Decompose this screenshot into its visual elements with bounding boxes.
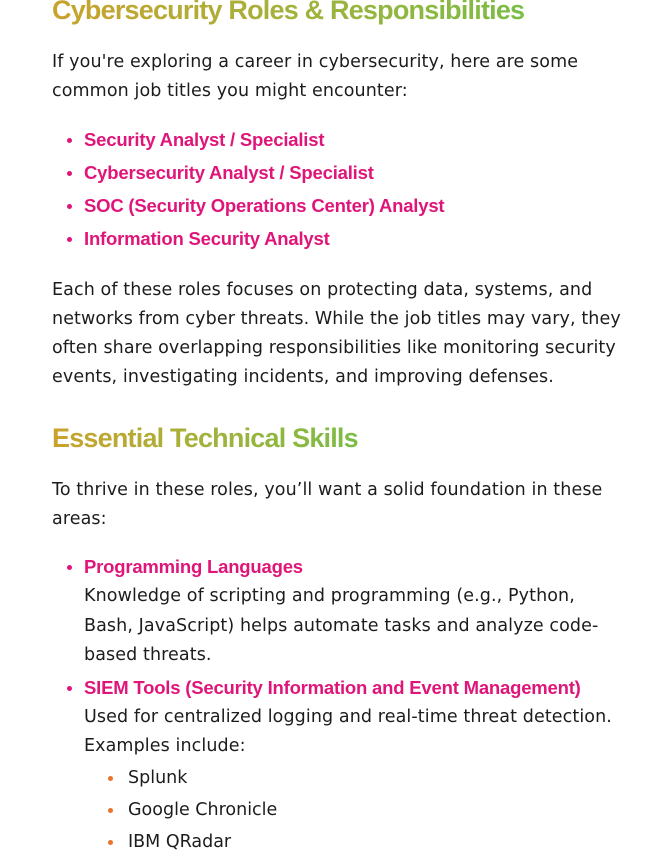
role-title: Cybersecurity Analyst / Specialist [84,162,374,183]
role-title: SOC (Security Operations Center) Analyst [84,195,445,216]
article [52,0,622,858]
skills-intro: To thrive in these roles, you’ll want a solid foundation in these areas: [52,480,603,529]
list-item [52,190,622,223]
skill-title: SIEM Tools (Security Information and Event Management) [84,676,581,698]
list-item [52,124,622,157]
skills-list [52,552,622,858]
list-item [52,552,622,671]
list-item [52,157,622,190]
roles-intro: If you're exploring a career in cybersecurity, here are some common job titles you might encounter: [52,52,579,101]
heading-skills: Essential Technical Skills [52,420,358,456]
list-item: Splunk [84,762,622,794]
roles-list [52,124,622,256]
role-title: Security Analyst / Specialist [84,129,325,150]
list-item: IBM QRadar [84,826,622,858]
skill-description: Knowledge of scripting and programming (e.g., Python, Bash, JavaScript) helps automate tasks and analyze code-based threats. [84,586,599,665]
list-item: Google Chronicle [84,794,622,826]
skill-description: Used for centralized logging and real-time threat detection. Examples include: [84,706,612,756]
heading-roles: Cybersecurity Roles & Responsibilities [52,0,524,28]
skill-title: Programming Languages [84,556,303,577]
roles-summary: Each of these roles focuses on protecting data, systems, and networks from cyber threats. While the job titles may vary, they often share overlapping responsibilities like monitoring security events, investigating incidents, and improving defenses. [52,280,621,387]
siem-examples-list [84,762,622,858]
list-item [52,223,622,256]
list-item [52,673,622,858]
role-title: Information Security Analyst [84,228,330,249]
